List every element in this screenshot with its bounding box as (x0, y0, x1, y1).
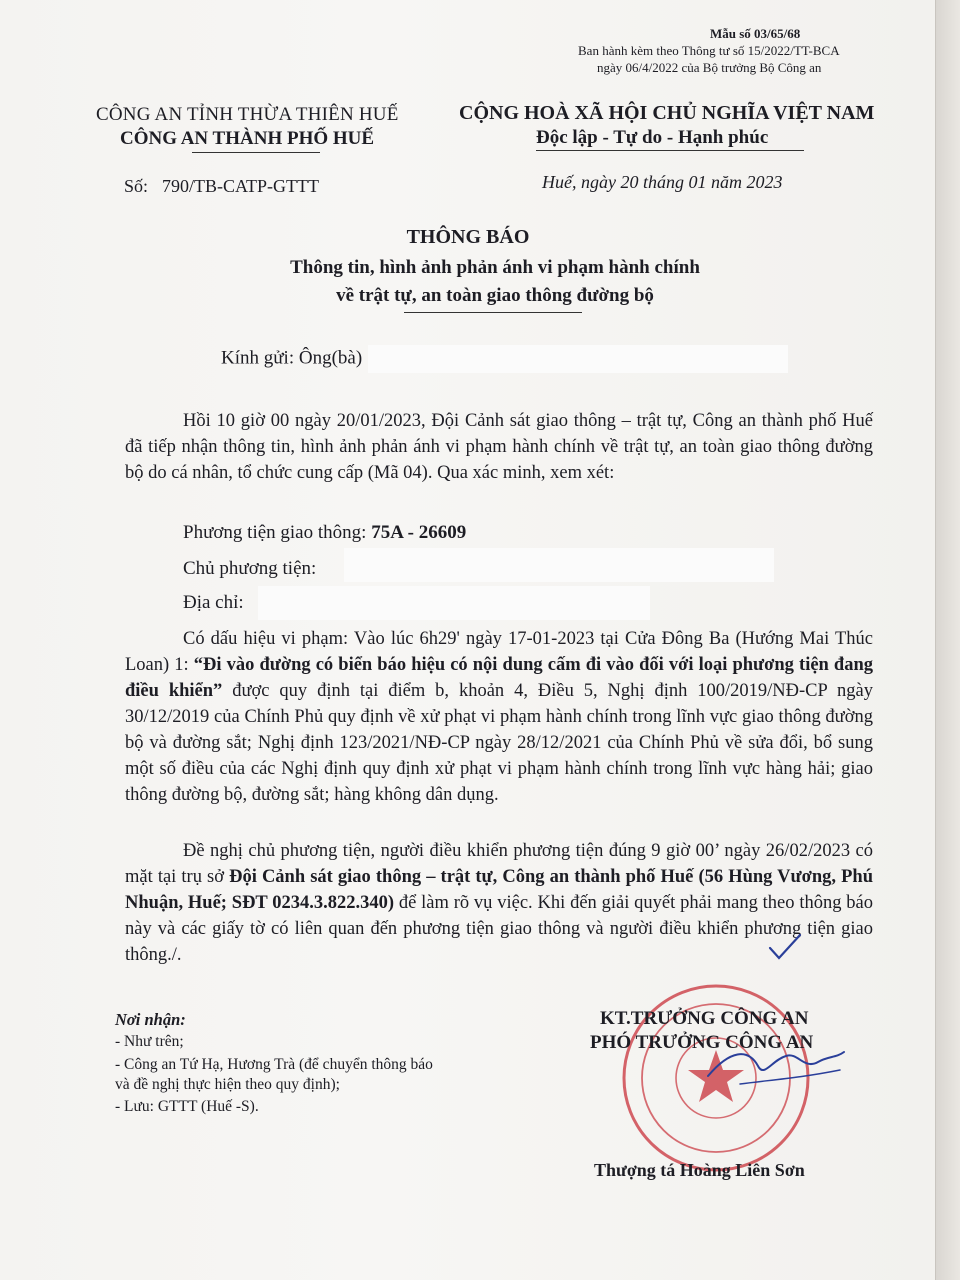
document-number (124, 176, 319, 197)
redacted-address (258, 586, 650, 620)
address-label: Địa chỉ: (183, 592, 244, 613)
agency-parent: CÔNG AN TỈNH THỪA THIÊN HUẾ (96, 104, 399, 125)
redacted-name (368, 345, 788, 373)
recipient-line: - Lưu: GTTT (Huế -S). (115, 1098, 259, 1115)
request-lead: Đề nghị chủ phương tiện, người điều khiển phương tiện đúng 9 giờ 00’ ngày 26/02/2023 có mặt tại trụ sở (125, 841, 873, 887)
paragraph-intro: Hồi 10 giờ 00 ngày 20/01/2023, Đội Cảnh sát giao thông – trật tự, Công an thành phố Huế đã tiếp nhận thông tin, hình ảnh phản ánh vi phạm hành chính về trật tự, an toàn giao thông đường bộ do cá nhân, tổ chức cung cấp (Mã 04). Qua xác minh, xem xét: (125, 411, 873, 483)
issued-by-line-1: Ban hành kèm theo Thông tư số 15/2022/TT-BCA (578, 43, 840, 58)
recipient-line: - Như trên; (115, 1033, 184, 1050)
vehicle-label: Phương tiện giao thông: (183, 522, 367, 543)
subtitle-underline (404, 312, 582, 313)
issued-by-line-2: ngày 06/4/2022 của Bộ trưởng Bộ Công an (597, 60, 822, 75)
signature-line-2: PHÓ TRƯỞNG CÔNG AN (590, 1032, 814, 1053)
checkmark-icon (768, 932, 802, 962)
signer-name: Thượng tá Hoàng Liên Sơn (594, 1160, 805, 1180)
document-number-label: Số: (124, 176, 149, 196)
document-subtitle-2: về trật tự, an toàn giao thông đường bộ (336, 285, 654, 306)
paragraph-violation (125, 626, 873, 808)
document-title: THÔNG BÁO (406, 226, 530, 248)
signature-line-1: KT.TRƯỞNG CÔNG AN (600, 1008, 809, 1029)
violation-lead: Có dấu hiệu vi phạm: Vào lúc 6h29' ngày 17-01-2023 tại Cửa Đông Ba (Hướng Mai Thúc Loan) 1: (125, 629, 873, 675)
recipients-title: Nơi nhận: (115, 1010, 186, 1029)
agency-underline (192, 152, 320, 153)
document-subtitle-1: Thông tin, hình ảnh phản ánh vi phạm hành chính (290, 257, 700, 278)
request-office: Đội Cảnh sát giao thông – trật tự, Công an thành phố Huế (56 Hùng Vương, Phú Nhuận, Huế; SĐT 0234.3.822.340) (125, 867, 874, 913)
recipient-line: và đề nghị thực hiện theo quy định); (115, 1076, 340, 1093)
nation-heading: CỘNG HOÀ XÃ HỘI CHỦ NGHĨA VIỆT NAM (459, 102, 875, 124)
redacted-owner (344, 548, 774, 582)
handwritten-signature-icon (700, 1040, 850, 1090)
document-number-value: 790/TB-CATP-GTTT (162, 176, 320, 196)
place-date: Huế, ngày 20 tháng 01 năm 2023 (542, 172, 783, 192)
violation-legal-basis: được quy định tại điểm b, khoản 4, Điều 5, Nghị định 100/2019/NĐ-CP ngày 30/12/2019 của Chính Phủ quy định về xử phạt vi phạm hành chính trong lĩnh vực giao thông đường bộ và đường sắt; Nghị định 123/2021/NĐ-CP ngày 28/12/2021 của Chính Phủ về sửa đổi, bổ sung một số điều của các Nghị định quy định xử phạt vi phạm hành chính trong lĩnh vực hàng hải; giao thông đường bộ, đường sắt; hàng không dân dụng. (125, 681, 873, 805)
motto: Độc lập - Tự do - Hạnh phúc (536, 127, 769, 148)
field-owner (183, 558, 316, 580)
motto-underline (536, 150, 804, 151)
page-edge (935, 0, 960, 1280)
field-vehicle (183, 522, 466, 544)
owner-label: Chủ phương tiện: (183, 558, 317, 579)
request-rest: để làm rõ vụ việc. Khi đến giải quyết phải mang theo thông báo này và các giấy tờ có liên quan đến phương tiện giao thông và người điều khiển phương tiện giao thông./. (125, 893, 873, 965)
recipient-line: - Công an Tứ Hạ, Hương Trà (để chuyển thông báo (115, 1056, 433, 1073)
field-address (183, 592, 244, 614)
greeting-text: Kính gửi: Ông(bà) (221, 347, 363, 369)
agency-name: CÔNG AN THÀNH PHỐ HUẾ (120, 128, 375, 149)
vehicle-plate: 75A - 26609 (371, 522, 467, 543)
paragraph-request (125, 838, 873, 968)
form-number: Mẫu số 03/65/68 (710, 26, 801, 41)
greeting (221, 345, 788, 373)
violation-description: “Đi vào đường có biển báo hiệu có nội dung cấm đi vào đối với loại phương tiện đang điều khiển” (125, 655, 874, 701)
